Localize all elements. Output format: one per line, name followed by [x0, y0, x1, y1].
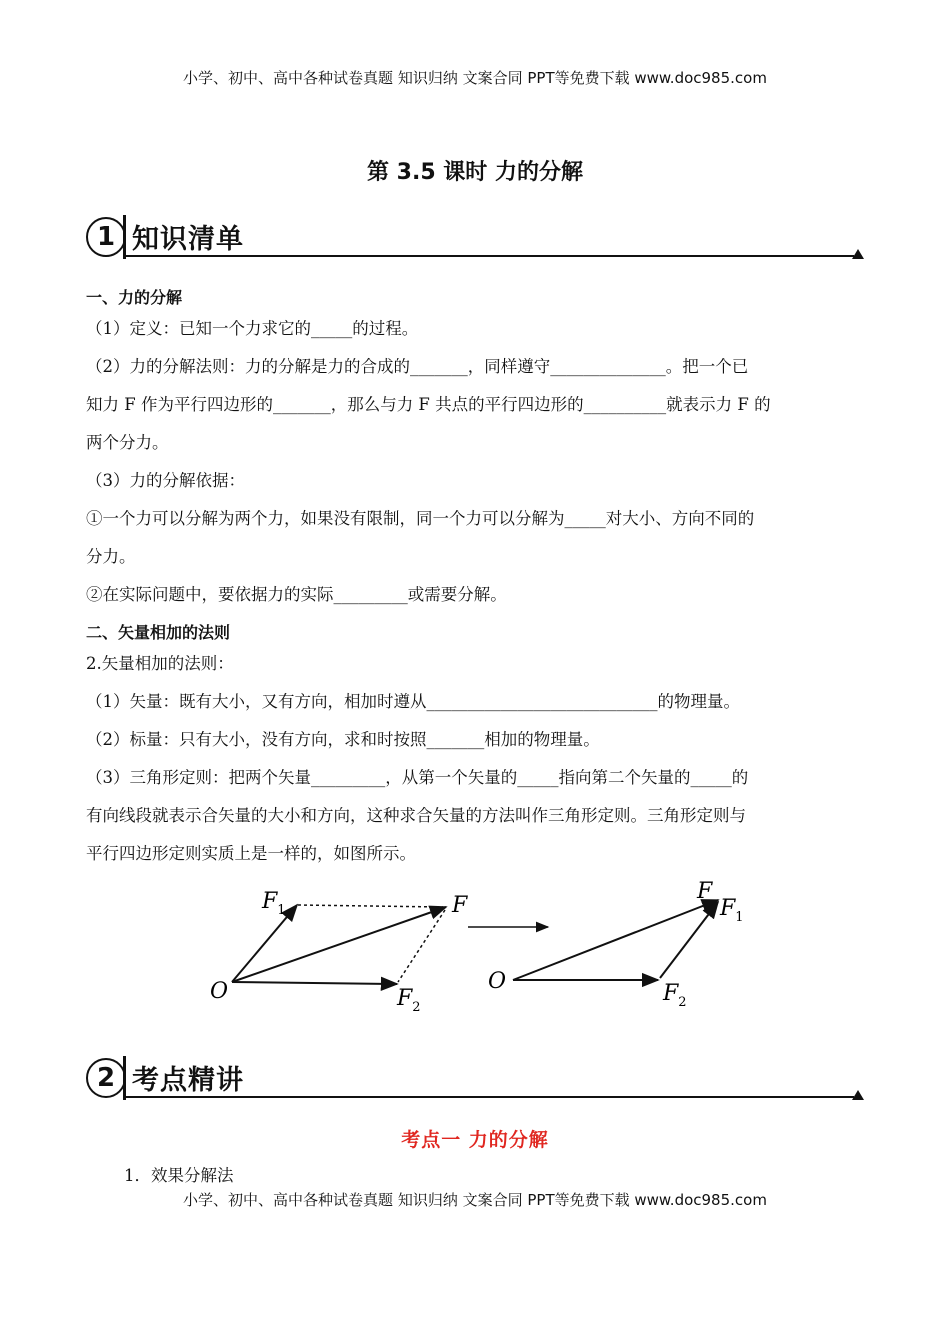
vector-f1-arrow	[660, 902, 718, 978]
label-o: O	[210, 979, 229, 1004]
text-line: ②在实际问题中，要依据力的实际_________或需要分解。	[86, 585, 507, 604]
page-title: 第 3.5 课时 力的分解	[367, 160, 583, 185]
heading-vector-addition: 二、矢量相加的法则	[86, 623, 231, 642]
text-line: （3）力的分解依据：	[86, 471, 245, 490]
text-line: 分力。	[86, 547, 136, 566]
triangle-icon	[852, 1090, 864, 1100]
text-line: （2）力的分解法则：力的分解是力的合成的_______，同样遵守______________。把一个已	[86, 357, 749, 376]
text-line: （2）标量：只有大小，没有方向，求和时按照_______相加的物理量。	[86, 730, 600, 749]
page-footer: 小学、初中、高中各种试卷真题 知识归纳 文案合同 PPT等免费下载 www.doc985.com	[183, 1191, 767, 1209]
text-line: （1）定义：已知一个力求它的_____的过程。	[86, 319, 419, 338]
section-divider	[123, 1056, 126, 1100]
label-f1: $F_1$	[262, 889, 286, 918]
page-header: 小学、初中、高中各种试卷真题 知识归纳 文案合同 PPT等免费下载 www.doc985.com	[183, 69, 767, 87]
text-line: 知力 F 作为平行四边形的_______，那么与力 F 共点的平行四边形的__________就表示力 F 的	[86, 395, 771, 414]
text-line: 平行四边形定则实质上是一样的，如图所示。	[86, 844, 416, 863]
kaodian-item-1: 1．效果分解法	[124, 1166, 234, 1185]
section-title: 考点精讲	[132, 1065, 244, 1096]
vector-f-arrow	[513, 900, 718, 980]
section-banner-knowledge	[86, 215, 864, 259]
label-f1: $F_1$	[720, 896, 744, 925]
label-f: F	[452, 893, 468, 918]
section-divider	[123, 215, 126, 259]
triangle-icon	[852, 249, 864, 259]
section-number: 1	[86, 217, 126, 257]
text-line: 2.矢量相加的法则：	[86, 654, 234, 673]
text-line: （1）矢量：既有大小，又有方向，相加时遵从____________________________的物理量。	[86, 692, 740, 711]
label-o: O	[488, 969, 507, 994]
text-line: 有向线段就表示合矢量的大小和方向，这种求合矢量的方法叫作三角形定则。三角形定则与	[86, 806, 746, 825]
text-line: （3）三角形定则：把两个矢量_________，从第一个矢量的_____指向第二个矢量的_____的	[86, 768, 749, 787]
text-line: 两个分力。	[86, 433, 169, 452]
label-f: F	[697, 879, 713, 904]
vector-figure	[200, 870, 760, 1020]
vector-f2-arrow	[232, 982, 397, 984]
heading-force-decomposition: 一、力的分解	[86, 288, 183, 307]
kaodian-title: 考点一 力的分解	[401, 1129, 549, 1151]
section-rule	[126, 1096, 854, 1098]
section-number: 2	[86, 1058, 126, 1098]
dotted-edge-top	[298, 905, 443, 907]
triangle-diagram	[488, 879, 744, 1010]
parallelogram-diagram	[210, 889, 468, 1015]
section-title: 知识清单	[132, 224, 244, 255]
paragraph-part1	[86, 310, 866, 614]
label-f2: $F_2$	[397, 986, 421, 1015]
paragraph-part2	[86, 645, 866, 873]
section-rule	[126, 255, 854, 257]
label-f2: $F_2$	[663, 981, 687, 1010]
section-banner-keypoints	[86, 1056, 864, 1100]
text-line: ①一个力可以分解为两个力，如果没有限制，同一个力可以分解为_____对大小、方向不同的	[86, 509, 755, 528]
